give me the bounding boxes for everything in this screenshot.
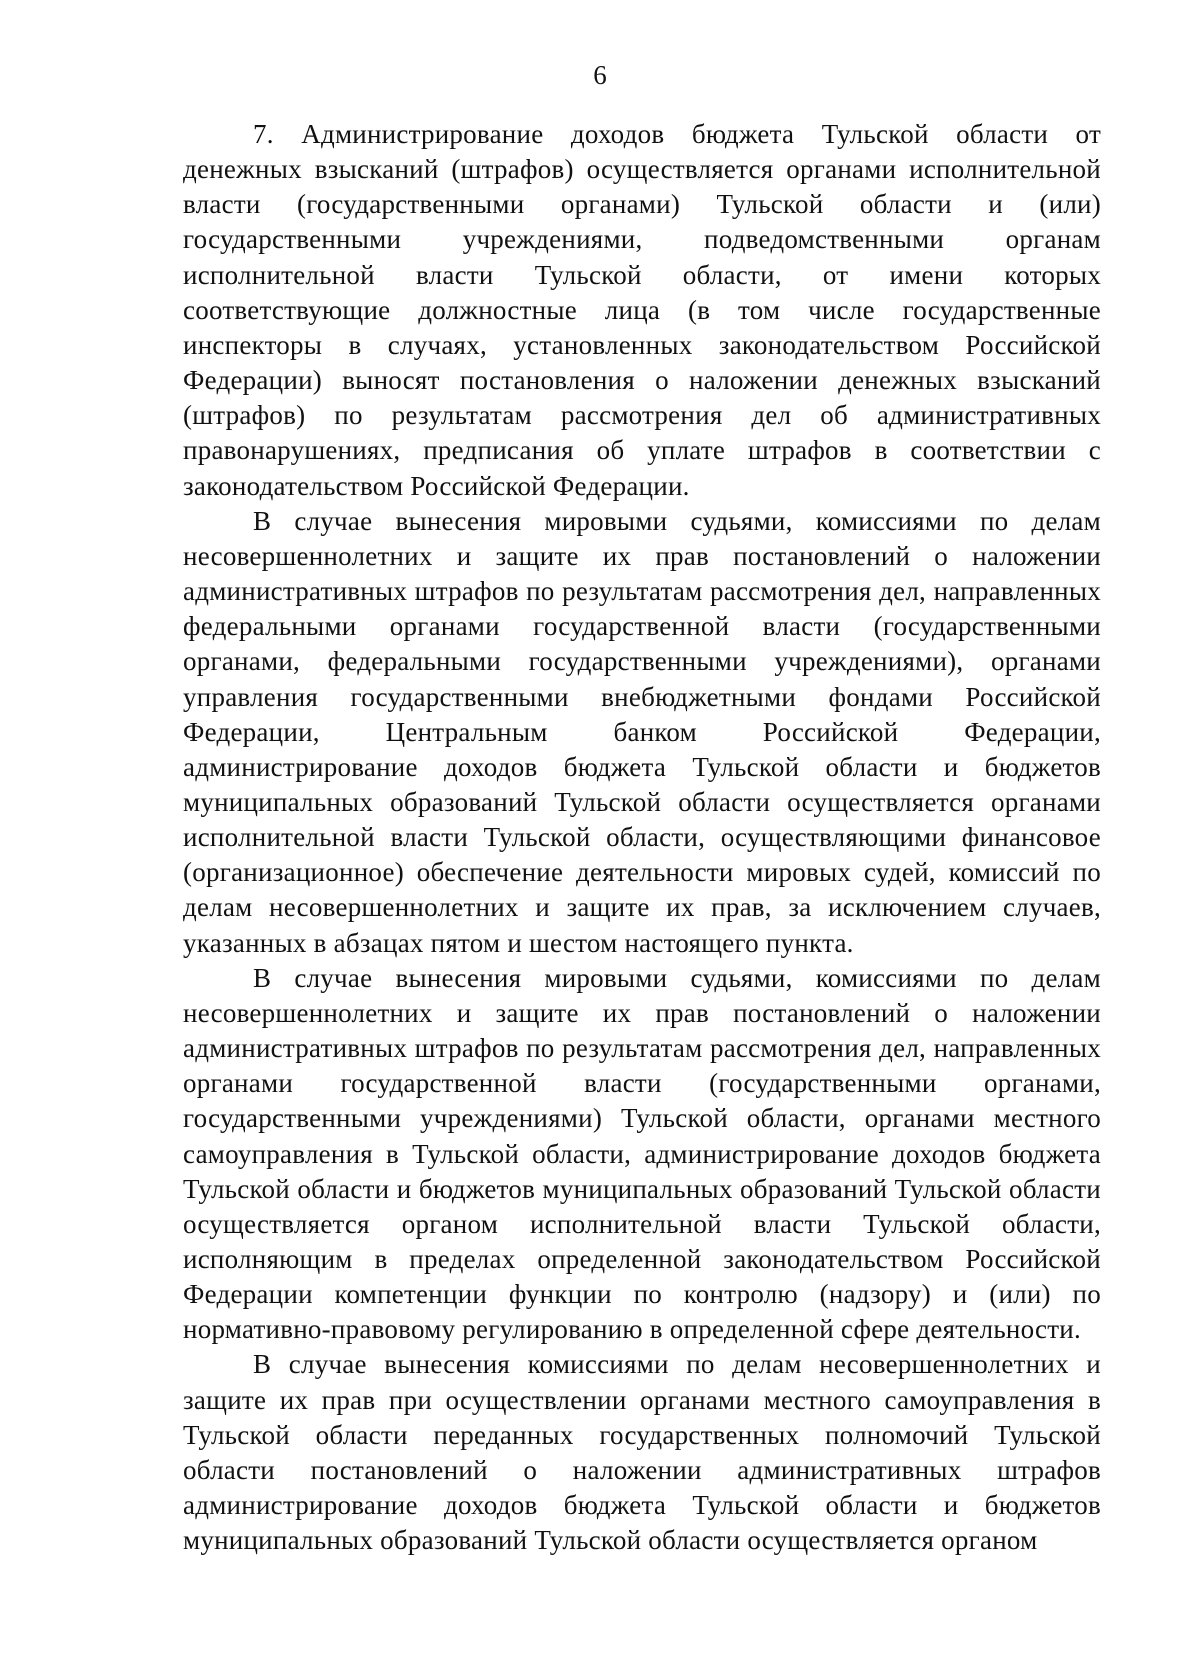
page-number: 6	[593, 60, 607, 90]
paragraph-local-self-government-case: В случае вынесения комиссиями по делам несовершеннолетних и защите их прав при осуществлении органами местного самоуправления в Тульской области переданных государственных полномочий Тульской области постановлений о наложении административных штрафов администрирование доходов бюджета Тульской области и бюджетов муниципальных образований Тульской области осуществляется органом	[183, 1349, 1101, 1556]
paragraph-regional-bodies-case: В случае вынесения мировыми судьями, комиссиями по делам несовершеннолетних и защите их прав постановлений о наложении административных штрафов по результатам рассмотрения дел, направленных органами государственной власти (государственными органами, государственными учреждениями) Тульской области, органами местного самоуправления в Тульской области, администрирование доходов бюджета Тульской области и бюджетов муниципальных образований Тульской области осуществляется органом исполнительной власти Тульской области, исполняющим в пределах определенной законодательством Российской Федерации компетенции функции по контролю (надзору) и (или) по нормативно-правовому регулированию в определенной сфере деятельности.	[183, 962, 1101, 1345]
paragraph-7-administration: 7. Администрирование доходов бюджета Тульской области от денежных взысканий (штрафов) осуществляется органами исполнительной власти (государственными органами) Тульской области и (или) государственными учреждениями, подведомственными органам исполнительной власти Тульской области, от имени которых соответствующие должностные лица (в том числе государственные инспекторы в случаях, установленных законодательством Российской Федерации) выносят постановления о наложении денежных взысканий (штрафов) по результатам рассмотрения дел об административных правонарушениях, предписания об уплате штрафов в соответствии с законодательством Российской Федерации.	[183, 119, 1101, 501]
paragraph-federal-bodies-case: В случае вынесения мировыми судьями, комиссиями по делам несовершеннолетних и защите их прав постановлений о наложении административных штрафов по результатам рассмотрения дел, направленных федеральными органами государственной власти (государственными органами, федеральными государственными учреждениями), органами управления государственными внебюджетными фондами Российской Федерации, Центральным банком Российской Федерации, администрирование доходов бюджета Тульской области и бюджетов муниципальных образований Тульской области осуществляется органами исполнительной власти Тульской области, осуществляющими финансовое (организационное) обеспечение деятельности мировых судей, комиссий по делам несовершеннолетних и защите их прав, за исключением случаев, указанных в абзацах пятом и шестом настоящего пункта.	[183, 505, 1101, 958]
document-body	[183, 117, 1101, 1558]
